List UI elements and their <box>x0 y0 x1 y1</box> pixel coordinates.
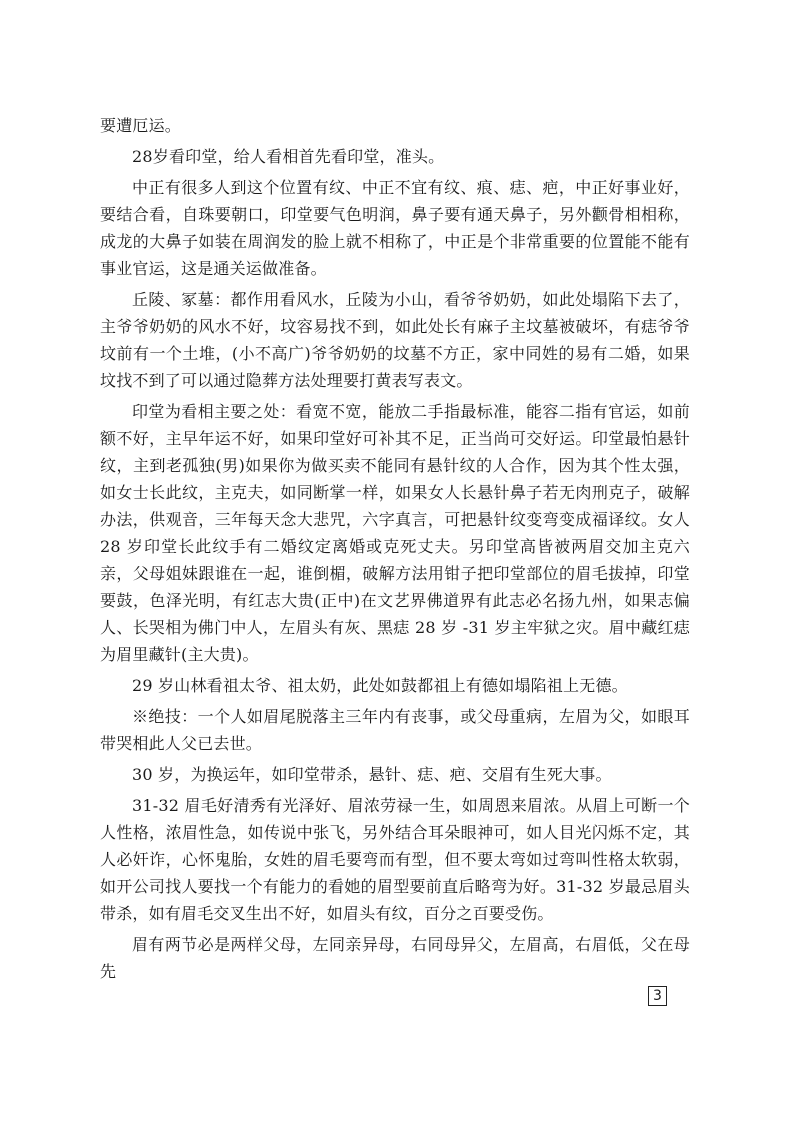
body-text <box>100 112 690 989</box>
page-number: 3 <box>648 986 667 1006</box>
paragraph-9: 31-32 眉毛好清秀有光泽好、眉浓劳禄一生，如周恩来眉浓。从眉上可断一个人性格，浓眉性急，如传说中张飞，另外结合耳朵眼神可，如人目光闪烁不定，其人必奸诈，心怀鬼胎，女姓的眉毛要弯而有型，但不要太弯如过弯叫性格太软弱，如开公司找人要找一个有能力的看她的眉型要前直后略弯为好。31-32 岁最忌眉头带杀，如有眉毛交叉生出不好，如眉头有纹，百分之百要受伤。 <box>100 796 690 923</box>
paragraph-7: ※绝技：一个人如眉尾脱落主三年内有丧事，或父母重病，左眉为父，如眼耳带哭相此人父已去世。 <box>100 707 690 753</box>
paragraph-3: 中正有很多人到这个位置有纹、中正不宜有纹、痕、痣、疤，中正好事业好，要结合看，自珠要朝口，印堂要气色明润，鼻子要有通天鼻子，另外颧骨相相称，成龙的大鼻子如装在周润发的脸上就不相称了，中正是个非常重要的位置能不能有事业官运，这是通关运做准备。 <box>100 178 690 278</box>
paragraph-4: 丘陵、冢墓：都作用看风水，丘陵为小山，看爷爷奶奶，如此处塌陷下去了，主爷爷奶奶的风水不好，坟容易找不到，如此处长有麻子主坟墓被破坏，有痣爷爷坟前有一个土堆，(小不高广)爷爷奶奶的坟墓不方正，家中同姓的易有二婚，如果坟找不到了可以通过隐葬方法处理要打黄表写表文。 <box>100 290 690 390</box>
paragraph-6: 29 岁山林看祖太爷、祖太奶，此处如鼓都祖上有德如塌陷祖上无德。 <box>132 676 628 695</box>
paragraph-1: 要遭厄运。 <box>100 116 182 135</box>
paragraph-2: 28岁看印堂，给人看相首先看印堂，准头。 <box>132 147 445 166</box>
paragraph-10: 眉有两节必是两样父母，左同亲异母，右同母异父，左眉高，右眉低，父在母先 <box>100 935 690 981</box>
paragraph-8: 30 岁，为换运年，如印堂带杀，悬针、痣、疤、交眉有生死大事。 <box>132 765 612 784</box>
paragraph-5: 印堂为看相主要之处：看宽不宽，能放二手指最标准，能容二指有官运，如前额不好，主早年运不好，如果印堂好可补其不足，正当尚可交好运。印堂最怕悬针纹，主到老孤独(男)如果你为做买卖不能同有悬针纹的人合作，因为其个性太强，如女士长此纹，主克夫，如同断掌一样，如果女人长悬针鼻子若无肉刑克子，破解办法，供观音，三年每天念大悲咒，六字真言，可把悬针纹变弯变成福译纹。女人 28 岁印堂长此纹手有二婚纹定离婚或克死丈夫。另印堂高皆被两眉交加主克六亲，父母姐妹跟谁在一起，谁倒楣，破解方法用钳子把印堂部位的眉毛拔掉，印堂要鼓，色泽光明，有红志大贵(正中)在文艺界佛道界有此志必名扬九州，如果志偏人、长哭相为佛门中人，左眉头有灰、黑痣 28 岁 -31 岁主牢狱之灾。眉中藏红痣为眉里藏针(主大贵)。 <box>100 402 690 664</box>
